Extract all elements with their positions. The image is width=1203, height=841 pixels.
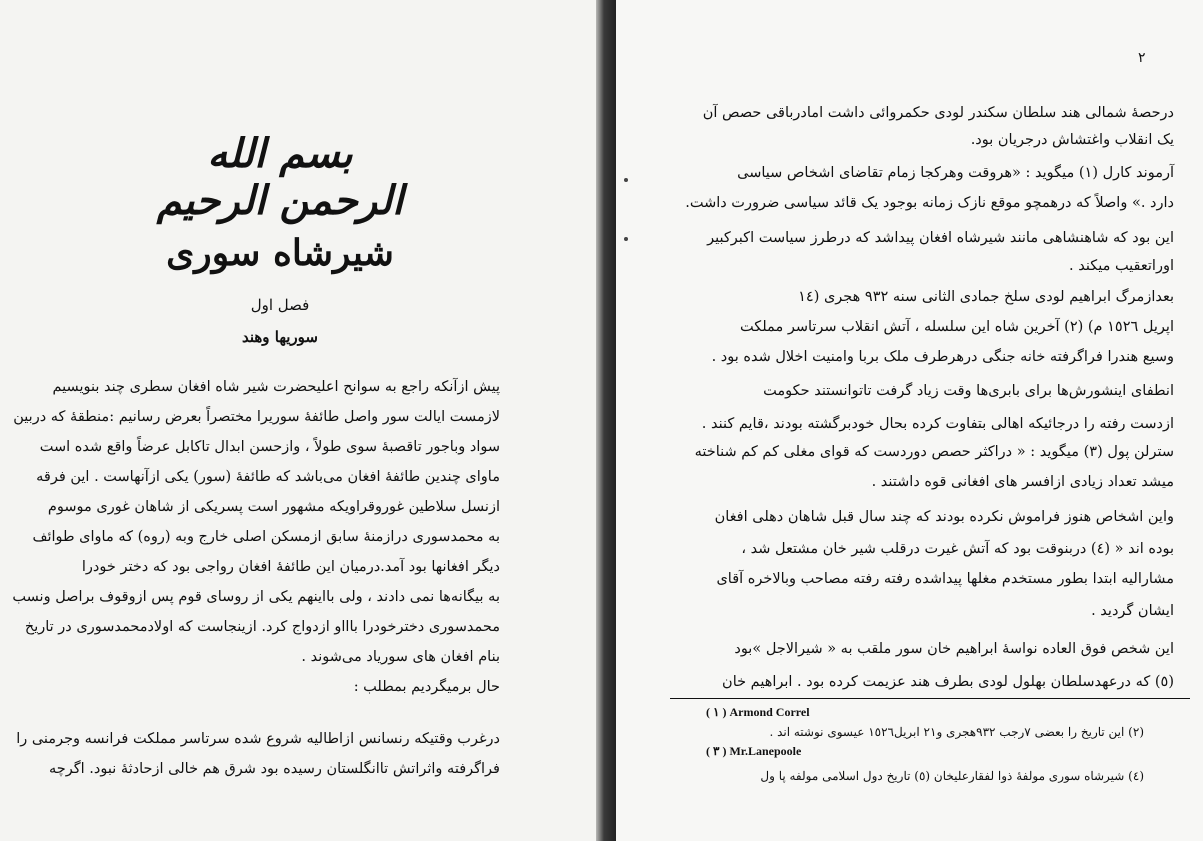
basmala-calligraphy: بسم الله الرحمن الرحيم — [156, 130, 404, 224]
chapter-heading: فصل اول — [250, 296, 310, 314]
scan-speck — [624, 237, 628, 241]
text-line: بعدازمرگ ابراهیم لودی سلخ جمادی الثانی سنه ٩٣٢ هجری (١٤ — [798, 289, 1174, 305]
text-line: اوراتعقیب میکند . — [1068, 258, 1174, 274]
text-line: ازدست رفته را درجائیکه اهالی بتفاوت کرده بحال خودبرگشته بودند ،قایم کنند . — [701, 416, 1174, 432]
section-heading: سوریها وهند — [242, 328, 318, 346]
transition-line: حال برمیگردیم بمطلب : — [353, 679, 500, 695]
text-line: بنام افغان های سوریاد می‌شوند . — [301, 649, 500, 665]
text-line: مشارالیه ابتدا بطور مستخدم مغلها پیداشده رفته رفته مصاحب وبالاخره آقای — [716, 571, 1174, 587]
book-title: شیرشاه سوری — [166, 232, 394, 274]
text-line: اپریل ١٥٢٦ م) (٢) آخرین شاه این سلسله ، آتش انقلاب سرتاسر مملکت — [740, 319, 1174, 335]
text-line: فراگرفته واثراتش تاانگلستان رسیده بود شرق هم خالی ازحادثهٔ نبود. اگرچه — [49, 761, 500, 777]
text-line: ازنسل سلاطین غوروقراویکه مشهور است پسریکی از شاهان غوری موسوم — [47, 499, 500, 515]
footnote-3: ( ٣ ) Mr.Lanepoole — [706, 744, 802, 758]
text-line: لازمست ایالت سور واصل طائفهٔ سوریرا مختصراً بعرض رسانیم :منطقهٔ که دربین — [13, 409, 500, 425]
text-line: ایشان گردید . — [1091, 603, 1174, 619]
text-line: سترلن پول (٣) میگوید : « دراکثر حصص دوردست که قوای مغلی کم کم شناخته — [694, 444, 1174, 460]
text-line: سواد وباجور تاقصبهٔ سوی طولاً ، وازحسن ابدال تاکابل عرضاً واقع شده است — [39, 439, 500, 455]
text-line: دیگر افغانها بود آمد.درمیان این طائفهٔ افغان رواجی بود که دختر خودرا — [81, 559, 500, 575]
text-line: (٥) که درعهدسلطان بهلول لودی بطرف هند عزیمت کرده بود . ابراهیم خان — [722, 674, 1174, 690]
text-line: به بیگانه‌ها نمی دادند ، ولی بااینهم یکی از روسای قوم پس ازوقوف براصل ونسب — [12, 589, 500, 605]
text-line: انطفای اینشورش‌ها برای بابری‌ها وقت زیاد گرفت تاتوانستند حکومت — [763, 383, 1174, 399]
page-number: ٢ — [1138, 50, 1146, 66]
text-line: این بود که شاهنشاهی مانند شیرشاه افغان پیداشد که درطرز سیاست اکبرکبیر — [707, 230, 1174, 246]
text-line: درحصهٔ شمالی هند سلطان سکندر لودی حکمروائی داشت امادرباقی حصص آن — [702, 105, 1174, 121]
footnote-2: (٢) این تاریخ را بعضی ٧رجب ٩٣٢هجری و٢١ ابریل١٥٢٦ عیسوی نوشته اند . — [769, 725, 1144, 739]
text-line: محمدسوری دخترخودرا باااو ازدواج کرد. ازینجاست که اولادمحمدسوری در تاریخ — [24, 619, 500, 635]
text-line: میشد تعداد زیادی ازافسر های افغانی قوه داشتند . — [871, 474, 1174, 490]
text-line: به محمدسوری درازمنهٔ سابق ازمسکن اصلی خارج وبه (روه) که ماوای طوائف — [32, 529, 500, 545]
footnote-divider — [670, 698, 1190, 699]
text-line: دارد .» واصلاً که درهمچو موقع نازک زمانه بوجود یک قائد سیاسی ضرورت داشت. — [685, 195, 1174, 211]
left-page — [0, 0, 596, 841]
right-page — [616, 0, 1203, 841]
text-line: بوده اند « (٤) دربنوقت بود که آتش غیرت درقلب شیر خان مشتعل شد ، — [741, 541, 1174, 557]
book-gutter — [596, 0, 616, 841]
text-line: ماوای چندین طائفهٔ افغان می‌باشد که طائفهٔ (سور) یکی ازآنهاست . این فرقه — [36, 469, 500, 485]
footnote-4: (٤) شیرشاه سوری مولفهٔ ذوا لفقارعلیخان (٥) تاریخ دول اسلامی مولفه پا ول — [760, 769, 1144, 783]
text-line: این شخص فوق العاده نواسهٔ ابراهیم خان سور ملقب به « شیرالاجل »بود — [734, 641, 1174, 657]
text-line: وسیع هندرا فراگرفته خانه جنگی درهرطرف ملک بربا وامنیت اخلال شده بود . — [711, 349, 1174, 365]
text-line: یک انقلاب واغتشاش درجریان بود. — [970, 132, 1174, 148]
text-line: پیش ازآنکه راجع به سوانح اعلیحضرت شیر شاه افغان سطری چند بنویسیم — [52, 379, 500, 395]
footnote-1: ( ١ ) Armond Correl — [706, 705, 810, 719]
text-line: واین اشخاص هنوز فراموش نکرده بودند که چند سال قبل شاهان دهلی افغان — [714, 509, 1174, 525]
text-line: آرموند کارل (١) میگوید : «هروقت وهرکجا زمام تقاضای اشخاص سیاسی — [737, 165, 1174, 181]
scan-speck — [624, 178, 628, 182]
text-line: درغرب وقتیکه رنسانس ازاطالیه شروع شده سرتاسر مملکت فرانسه وجرمنی را — [16, 731, 500, 747]
